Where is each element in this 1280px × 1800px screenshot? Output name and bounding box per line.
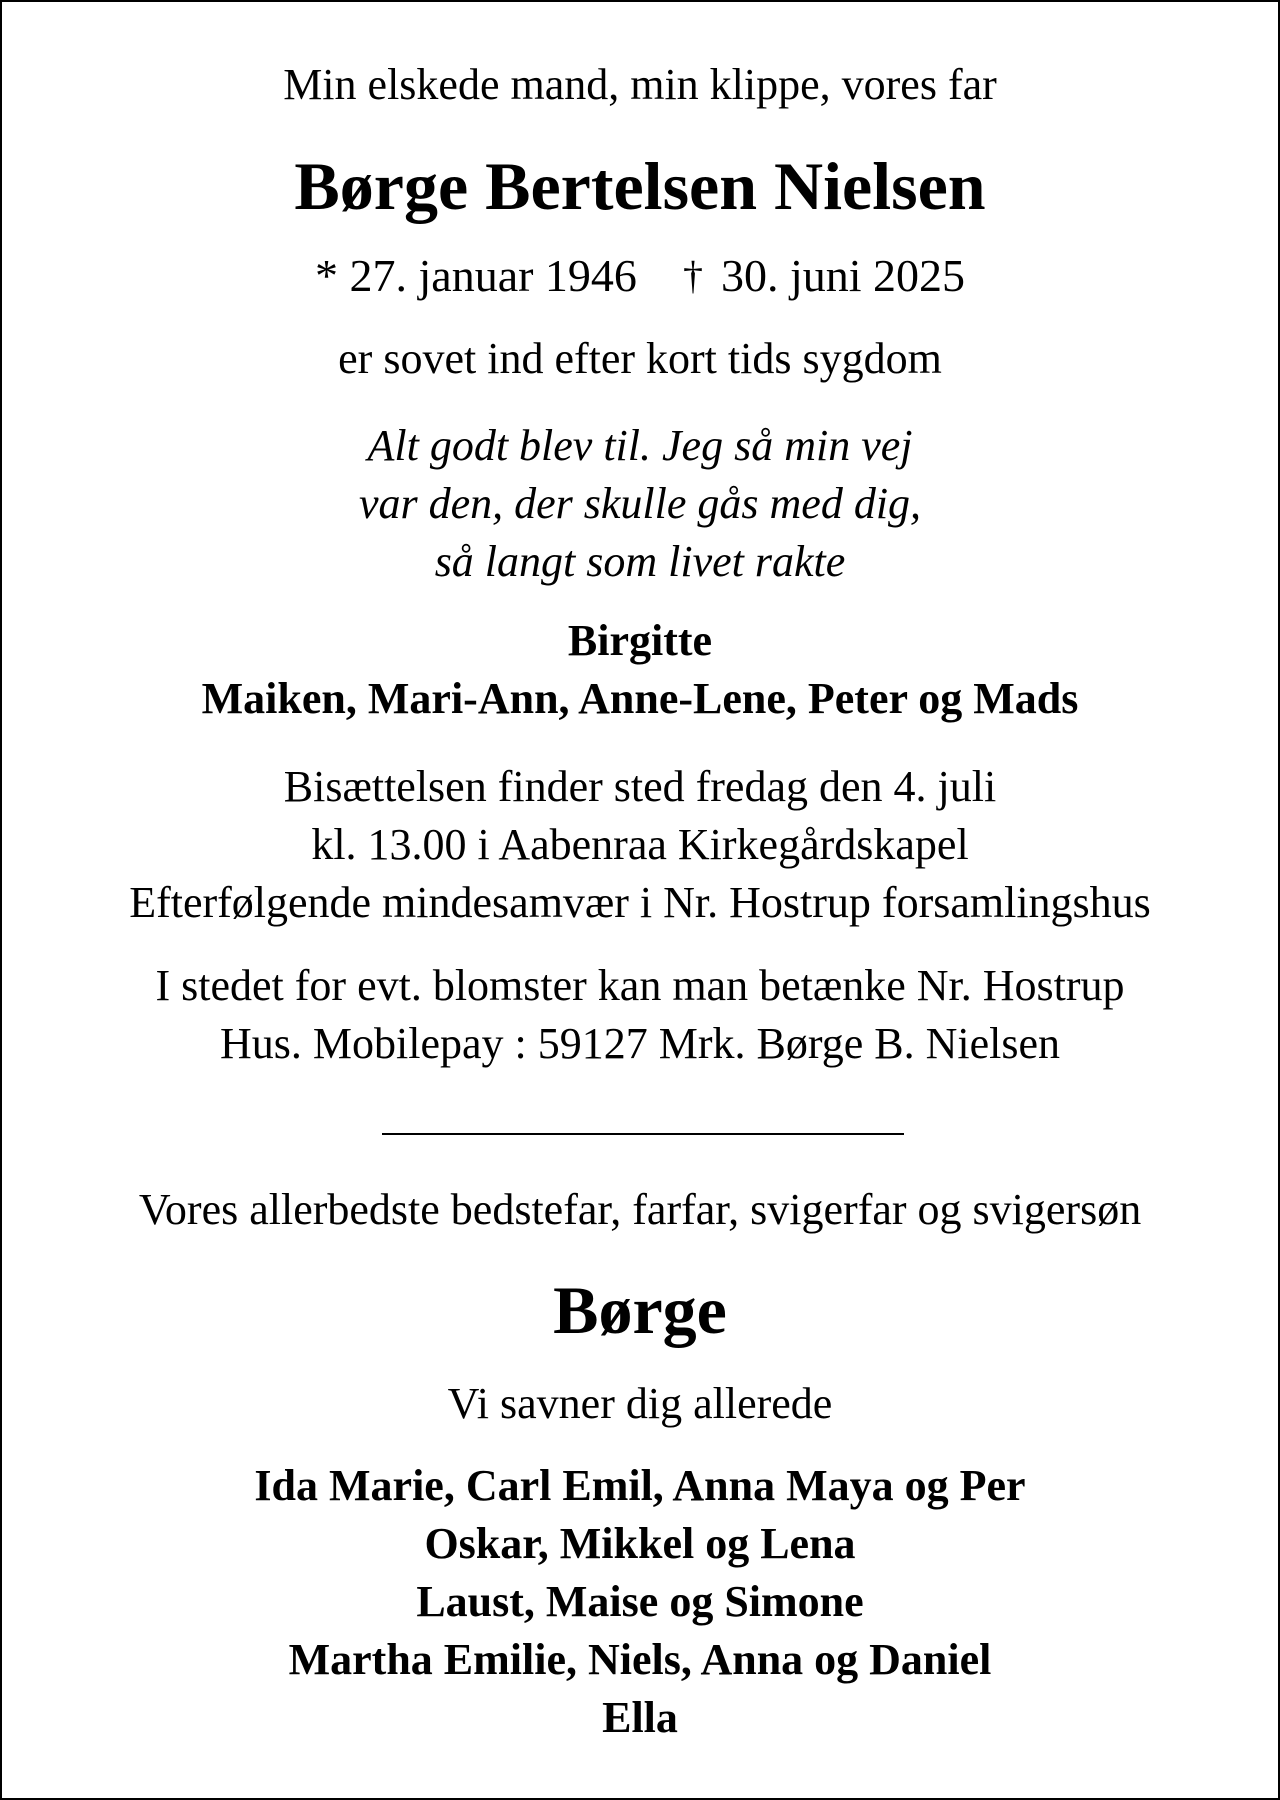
intro-text — [2, 58, 1278, 112]
dates-line — [2, 248, 1278, 304]
verse-line: så langt som livet rakte — [434, 537, 846, 586]
cross-icon: † — [682, 253, 703, 298]
funeral-details — [2, 758, 1278, 932]
family-signatures — [2, 612, 1278, 728]
grandchildren-line: Laust, Maise og Simone — [416, 1577, 864, 1626]
family-line: Birgitte — [567, 616, 713, 665]
miss-message — [2, 1377, 1278, 1431]
grandchildren-line: Oskar, Mikkel og Lena — [424, 1519, 856, 1568]
donation-details — [2, 957, 1278, 1073]
birth-date: * 27. januar 1946 — [315, 250, 637, 301]
grandchildren-intro-line: Vores allerbedste bedstefar, farfar, svigerfar og svigersøn — [138, 1185, 1142, 1234]
full-name-text: Børge Bertelsen Nielsen — [294, 148, 986, 224]
miss-line: Vi savner dig allerede — [447, 1379, 833, 1428]
deceased-short-name — [2, 1270, 1278, 1350]
grandchildren-line: Ida Marie, Carl Emil, Anna Maya og Per — [254, 1461, 1026, 1510]
grandchildren-signatures — [2, 1457, 1278, 1747]
passing-text — [2, 332, 1278, 386]
verse — [2, 417, 1278, 591]
passing-line: er sovet ind efter kort tids sygdom — [338, 334, 942, 383]
funeral-line: Efterfølgende mindesamvær i Nr. Hostrup forsamlingshus — [129, 878, 1151, 927]
donation-line: I stedet for evt. blomster kan man betænke Nr. Hostrup — [155, 961, 1125, 1010]
verse-line: Alt godt blev til. Jeg så min vej — [367, 421, 913, 470]
death-date: 30. juni 2025 — [720, 250, 965, 301]
section-divider — [382, 1133, 904, 1135]
donation-line: Hus. Mobilepay : 59127 Mrk. Børge B. Nielsen — [219, 1019, 1061, 1068]
deceased-full-name — [2, 146, 1278, 226]
funeral-line: kl. 13.00 i Aabenraa Kirkegårdskapel — [311, 820, 969, 869]
intro-line: Min elskede mand, min klippe, vores far — [283, 60, 997, 109]
funeral-line: Bisættelsen finder sted fredag den 4. juli — [283, 762, 997, 811]
grandchildren-line: Martha Emilie, Niels, Anna og Daniel — [288, 1635, 992, 1684]
life-dates — [2, 248, 1278, 304]
short-name-text: Børge — [553, 1272, 727, 1348]
verse-line: var den, der skulle gås med dig, — [358, 479, 922, 528]
family-line: Maiken, Mari-Ann, Anne-Lene, Peter og Mads — [201, 674, 1079, 723]
grandchildren-line: Ella — [602, 1693, 678, 1742]
grandchildren-intro — [2, 1183, 1278, 1237]
